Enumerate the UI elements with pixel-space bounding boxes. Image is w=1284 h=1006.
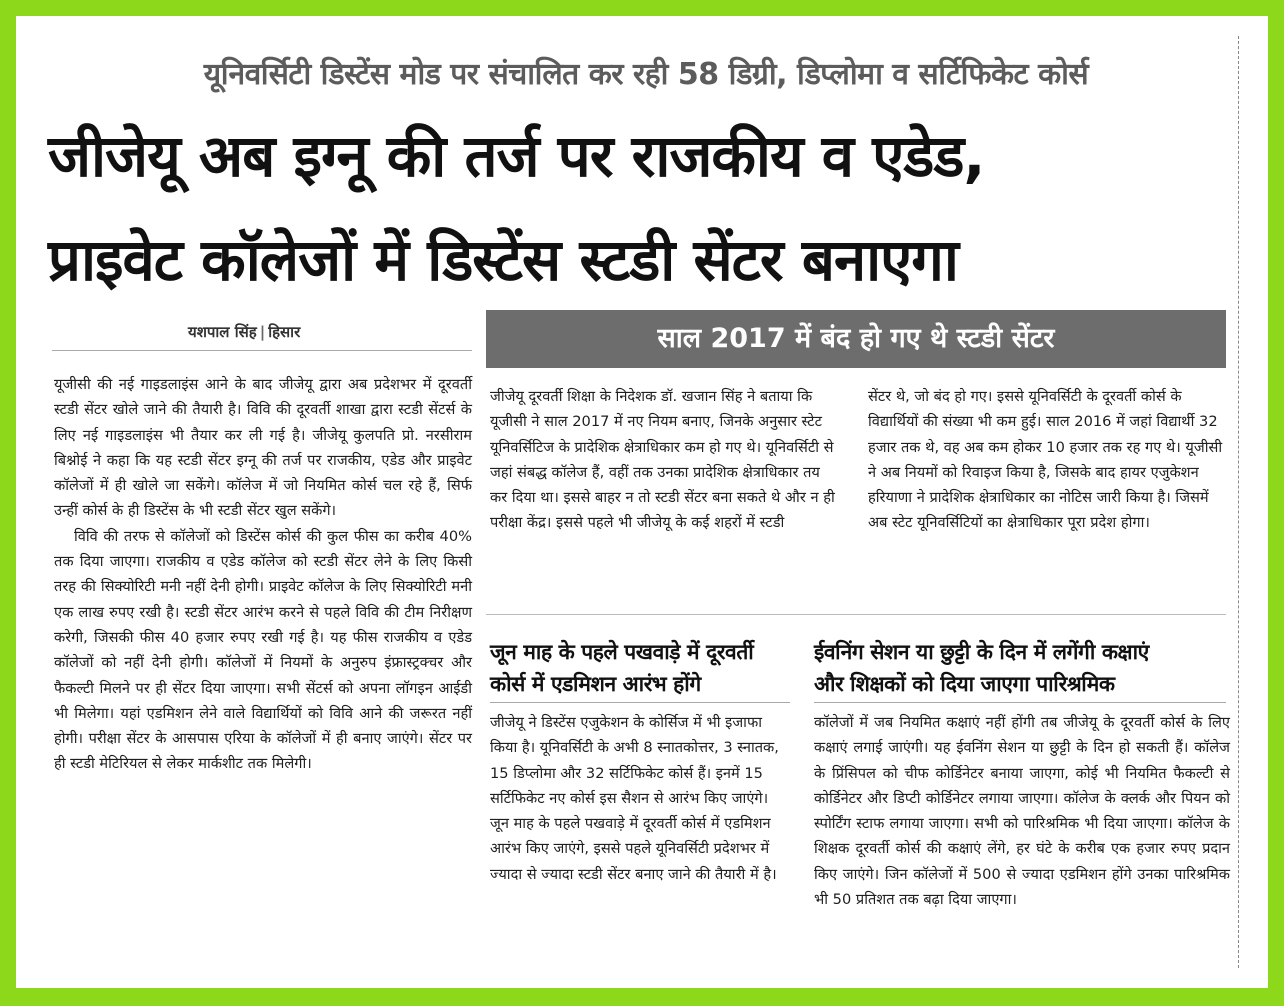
- box-column-b: सेंटर थे, जो बंद हो गए। इससे यूनिवर्सिटी के दूरवर्ती कोर्स के विद्यार्थियों की संख्या भी कम हुई। साल 2016 में जहां विद्यार्थी 32 हजार तक थे, वह अब कम होकर 10 हजार तक रह गए थे। यूजीसी ने अब नियमों को रिवाइज किया है, जिसके बाद हायर एजुकेशन हरियाणा ने प्रादेशिक क्षेत्राधिकार का नोटिस जारी किया है। जिसमें अब स्टेट यूनिवर्सिटियों का क्षेत्राधिकार पूरा प्रदेश होगा।: [868, 388, 1223, 532]
- box-column-a: जीजेयू दूरवर्ती शिक्षा के निदेशक डॉ. खजान सिंह ने बताया कि यूजीसी ने साल 2017 में नए नियम बनाए, जिनके अनुसार स्टेट यूनिवर्सिटिज के प्रादेशिक क्षेत्राधिकार कम हो गए थे। यूनिवर्सिटी से जहां संबद्ध कॉलेज हैं, वहीं तक उनका प्रादेशिक क्षेत्राधिकार तय कर दिया था। इससे बाहर न तो स्टडी सेंटर बना सकते थे और न ही परीक्षा केंद्र। इससे पहले भी जीजेयू के कई शहरों में स्टडी: [490, 388, 835, 532]
- byline-author: यशपाल सिंह: [188, 323, 257, 341]
- main-paragraph-1: यूजीसी की नई गाइडलाइंस आने के बाद जीजेयू द्वारा अब प्रदेशभर में दूरवर्ती स्टडी सेंटर खोले जाने की तैयारी है। विवि की दूरवर्ती शाखा द्वारा स्टडी सेंटर्स के लिए नई गाइडलाइंस भी तैयार कर ली गई है। जीजेयू कुलपति प्रो. नरसीराम बिश्नोई ने कहा कि यह स्टडी सेंटर इग्नू की तर्ज पर राजकीय, एडेड और प्राइवेट कॉलेजों में ही खोले जा सकेंगे। कॉलेज में जो नियमित कोर्स चल रहे हैं, सिर्फ उन्हीं कोर्स के ही डिस्टेंस के भी स्टडी सेंटर खुल सकेंगे।: [54, 376, 472, 520]
- section-divider: [486, 614, 1226, 615]
- main-headline: [48, 104, 1248, 312]
- byline: [188, 322, 300, 342]
- headline-line-1: जीजेयू अब इग्नू की तर्ज पर राजकीय व एडेड,: [48, 122, 985, 190]
- section2-headline-line-1: जून माह के पहले पखवाड़े में दूरवर्ती: [490, 640, 754, 664]
- headline-line-2: प्राइवेट कॉलेजों में डिस्टेंस स्टडी सेंटर बनाएगा: [48, 226, 958, 294]
- main-column: [54, 372, 472, 777]
- box-title-banner: साल 2017 में बंद हो गए थे स्टडी सेंटर: [486, 310, 1226, 368]
- section2-rule: [490, 702, 790, 703]
- section3-rule: [814, 702, 1226, 703]
- section2-headline: [490, 636, 840, 700]
- newspaper-clipping: [16, 16, 1268, 988]
- section2-body: जीजेयू ने डिस्टेंस एजुकेशन के कोर्सिज में भी इजाफा किया है। यूनिवर्सिटी के अभी 8 स्नातकोत्तर, 3 स्नातक, 15 डिप्लोमा और 32 सर्टिफिकेट कोर्स हैं। इनमें 15 सर्टिफिकेट नए कोर्स इस सैशन से आरंभ किए जाएंगे। जून माह के पहले पखवाड़े में दूरवर्ती कोर्स में एडमिशन आरंभ किए जाएंगे, इससे पहले यूनिवर्सिटी प्रदेशभर में ज्यादा से ज्यादा स्टडी सेंटर बनाए जाने की तैयारी में है।: [490, 714, 779, 883]
- section3-headline-line-1: ईवनिंग सेशन या छुट्टी के दिन में लगेंगी कक्षाएं: [814, 640, 1149, 664]
- byline-rule: [52, 350, 472, 351]
- section3-headline: [814, 636, 1234, 700]
- main-paragraph-2: विवि की तरफ से कॉलेजों को डिस्टेंस कोर्स की कुल फीस का करीब 40% तक दिया जाएगा। राजकीय व एडेड कॉलेज को स्टडी सेंटर लेने के लिए किसी तरह की सिक्योरिटी मनी नहीं देनी होगी। प्राइवेट कॉलेज के लिए सिक्योरिटी मनी एक लाख रुपए रखी है। स्टडी सेंटर आरंभ करने से पहले विवि की टीम निरीक्षण करेगी, जिसकी फीस 40 हजार रुपए रखी गई है। यह फीस राजकीय व एडेड कॉलेजों को नहीं देनी होगी। कॉलेजों में नियमों के अनुरुप इंफ्रास्ट्रक्चर और फैकल्टी मिलने पर ही सेंटर दिया जाएगा। सभी सेंटर्स को अपना लॉगइन आईडी भी मिलेगा। यहां एडमिशन लेने वाले विद्यार्थियों को विवि आने की जरूरत नहीं होगी। परीक्षा सेंटर के आसपास एरिया के कॉलेजों में ही बनाए जाएंगे। सेंटर पर ही स्टडी मेटिरियल से लेकर मार्कशीट तक मिलेगी।: [54, 527, 473, 773]
- byline-separator: |: [259, 323, 266, 341]
- section3-headline-line-2: और शिक्षकों को दिया जाएगा पारिश्रमिक: [814, 672, 1115, 696]
- kicker-headline: यूनिवर्सिटी डिस्टेंस मोड पर संचालित कर रही 58 डिग्री, डिप्लोमा व सर्टिफिकेट कोर्स: [203, 57, 1089, 92]
- section2-headline-line-2: कोर्स में एडमिशन आरंभ होंगे: [490, 672, 701, 696]
- section3-body: कॉलेजों में जब नियमित कक्षाएं नहीं होंगी तब जीजेयू के दूरवर्ती कोर्स के लिए कक्षाएं लगाई जाएंगी। यह ईवनिंग सेशन या छुट्टी के दिन हो सकती हैं। कॉलेज के प्रिंसिपल को चीफ कोर्डिनेटर बनाया जाएगा, कोई भी नियमित फैकल्टी से कोर्डिनेटर और डिप्टी कोर्डिनेटर लगाया जाएगा। कॉलेज के क्लर्क और पियन को स्पोर्टिंग स्टाफ लगाया जाएगा। सभी को पारिश्रमिक भी दिया जाएगा। कॉलेज के शिक्षक दूरवर्ती कोर्स की कक्षाएं लेंगे, हर घंटे के करीब एक हजार रुपए प्रदान किए जाएंगे। जिन कॉलेजों में 500 से ज्यादा एडमिशन होंगे उनका पारिश्रमिक भी 50 प्रतिशत तक बढ़ा दिया जाएगा।: [814, 714, 1230, 909]
- byline-place: हिसार: [268, 323, 301, 341]
